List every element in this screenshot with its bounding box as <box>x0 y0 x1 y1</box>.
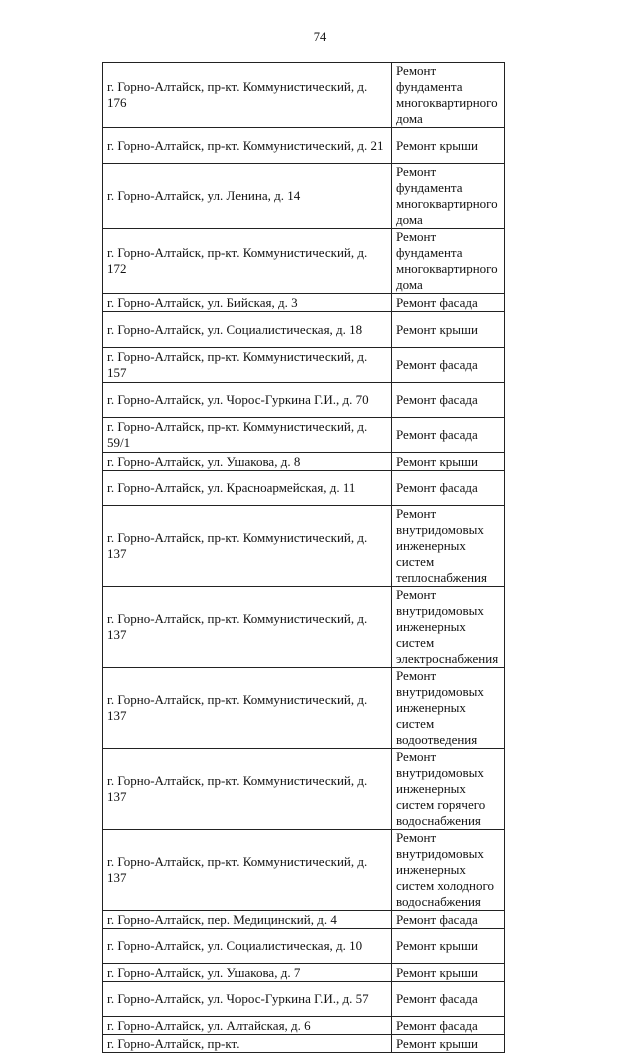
table-row <box>103 312 505 348</box>
work-type-cell: Ремонт фасада <box>392 418 505 453</box>
address-cell: г. Горно-Алтайск, пр-кт. Коммунистический, д. 21 <box>103 128 392 164</box>
work-type-cell: Ремонт фасада <box>392 471 505 506</box>
work-type-cell: Ремонт внутридомовых инженерных систем водоотведения <box>392 668 505 749</box>
table-row <box>103 63 505 128</box>
address-cell: г. Горно-Алтайск, ул. Красноармейская, д. 11 <box>103 471 392 506</box>
work-type-cell: Ремонт внутридомовых инженерных систем электроснабжения <box>392 587 505 668</box>
work-type-cell: Ремонт фасада <box>392 294 505 312</box>
table-row <box>103 668 505 749</box>
work-type-cell: Ремонт фасада <box>392 1017 505 1035</box>
table-body <box>103 63 505 1053</box>
work-type-cell: Ремонт крыши <box>392 964 505 982</box>
table-row <box>103 830 505 911</box>
address-cell: г. Горно-Алтайск, пр-кт. Коммунистический, д. 59/1 <box>103 418 392 453</box>
address-cell: г. Горно-Алтайск, ул. Ленина, д. 14 <box>103 164 392 229</box>
address-cell: г. Горно-Алтайск, ул. Ушакова, д. 8 <box>103 453 392 471</box>
address-cell: г. Горно-Алтайск, ул. Чорос-Гуркина Г.И., д. 57 <box>103 982 392 1017</box>
table-row <box>103 128 505 164</box>
work-type-cell: Ремонт крыши <box>392 128 505 164</box>
address-cell: г. Горно-Алтайск, пр-кт. Коммунистический, д. 137 <box>103 506 392 587</box>
table-row <box>103 749 505 830</box>
address-cell: г. Горно-Алтайск, ул. Алтайская, д. 6 <box>103 1017 392 1035</box>
address-cell: г. Горно-Алтайск, ул. Чорос-Гуркина Г.И., д. 70 <box>103 383 392 418</box>
table-row <box>103 929 505 964</box>
address-cell: г. Горно-Алтайск, пр-кт. Коммунистический, д. 137 <box>103 668 392 749</box>
address-cell: г. Горно-Алтайск, пр-кт. Коммунистический, д. 172 <box>103 229 392 294</box>
work-type-cell: Ремонт фундамента многоквартирного дома <box>392 63 505 128</box>
table-row <box>103 164 505 229</box>
table-row <box>103 418 505 453</box>
work-type-cell: Ремонт внутридомовых инженерных систем теплоснабжения <box>392 506 505 587</box>
table-row <box>103 348 505 383</box>
address-cell: г. Горно-Алтайск, ул. Бийская, д. 3 <box>103 294 392 312</box>
table-row <box>103 1017 505 1035</box>
table-row <box>103 294 505 312</box>
address-cell: г. Горно-Алтайск, пр-кт. Коммунистический, д. 137 <box>103 749 392 830</box>
work-type-cell: Ремонт фасада <box>392 982 505 1017</box>
work-type-cell: Ремонт крыши <box>392 453 505 471</box>
work-type-cell: Ремонт фундамента многоквартирного дома <box>392 229 505 294</box>
work-type-cell: Ремонт крыши <box>392 1035 505 1053</box>
table-row <box>103 911 505 929</box>
address-cell: г. Горно-Алтайск, ул. Ушакова, д. 7 <box>103 964 392 982</box>
address-cell: г. Горно-Алтайск, ул. Социалистическая, д. 10 <box>103 929 392 964</box>
work-type-cell: Ремонт крыши <box>392 312 505 348</box>
address-cell: г. Горно-Алтайск, ул. Социалистическая, д. 18 <box>103 312 392 348</box>
work-type-cell: Ремонт внутридомовых инженерных систем горячего водоснабжения <box>392 749 505 830</box>
work-type-cell: Ремонт фасада <box>392 383 505 418</box>
table-row <box>103 471 505 506</box>
work-type-cell: Ремонт фасада <box>392 348 505 383</box>
work-type-cell: Ремонт крыши <box>392 929 505 964</box>
work-type-cell: Ремонт фасада <box>392 911 505 929</box>
page-number: 74 <box>313 30 327 44</box>
address-cell: г. Горно-Алтайск, пр-кт. Коммунистический, д. 157 <box>103 348 392 383</box>
work-type-cell: Ремонт внутридомовых инженерных систем холодного водоснабжения <box>392 830 505 911</box>
repair-works-table <box>102 62 505 1053</box>
address-cell: г. Горно-Алтайск, пр-кт. Коммунистический, д. 137 <box>103 587 392 668</box>
table-row <box>103 1035 505 1053</box>
address-cell: г. Горно-Алтайск, пр-кт. <box>103 1035 392 1053</box>
table-row <box>103 383 505 418</box>
table-row <box>103 587 505 668</box>
table-row <box>103 506 505 587</box>
table-row <box>103 229 505 294</box>
work-type-cell: Ремонт фундамента многоквартирного дома <box>392 164 505 229</box>
table-row <box>103 453 505 471</box>
address-cell: г. Горно-Алтайск, пр-кт. Коммунистический, д. 176 <box>103 63 392 128</box>
address-cell: г. Горно-Алтайск, пер. Медицинский, д. 4 <box>103 911 392 929</box>
address-cell: г. Горно-Алтайск, пр-кт. Коммунистический, д. 137 <box>103 830 392 911</box>
table-row <box>103 964 505 982</box>
table-row <box>103 982 505 1017</box>
